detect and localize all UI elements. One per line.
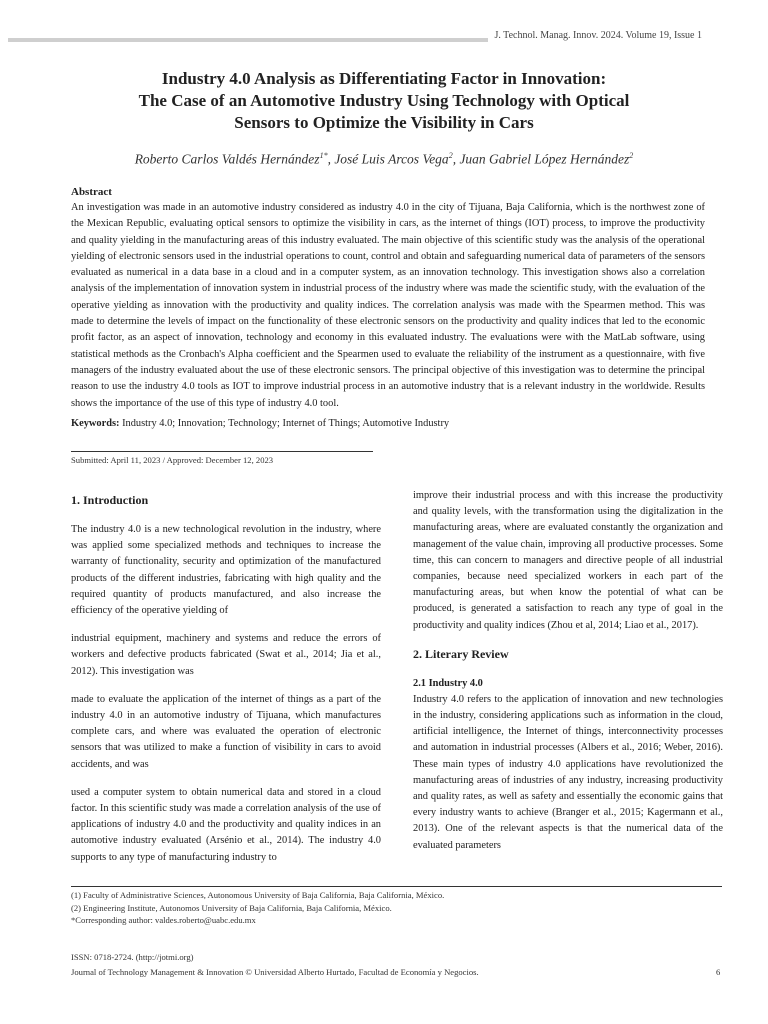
author-name: Roberto Carlos Valdés Hernández (134, 151, 320, 167)
footnotes (71, 889, 444, 927)
journal-reference: J. Technol. Manag. Innov. 2024. Volume 19, Issue 1 (494, 30, 702, 41)
body-paragraph: Industry 4.0 refers to the application of innovation and new technologies in the industry, considering applications such as information in the cloud, artificial intelligence, the Internet of things, interconnectivity processes and automation in industrial processes (Albers et al., 2016; Weber, 2016). These main types of industry 4.0 applications have revolutionized the manufacturing areas of industries of any industry, increasing productivity and quality rates, as well as safety and essentially the economic gains that every industry wants to achieve (Branger et al., 2015; Kagermann et al., 2013). One of the relevant aspects is that the numerical data of the evaluated parameters (413, 693, 723, 851)
paper-title (60, 68, 708, 134)
author-affiliation: 1* (319, 151, 328, 160)
author-affiliation: 2 (629, 151, 634, 160)
keywords (71, 418, 705, 429)
title-line: The Case of an Automotive Industry Using Technology with Optical (138, 91, 630, 110)
title-line: Industry 4.0 Analysis as Differentiating Factor in Innovation: (161, 69, 607, 88)
journal-copyright: Journal of Technology Management & Innovation © Universidad Alberto Hurtado, Facultad de Economía y Negocios. (71, 967, 479, 977)
author-affiliation: 2 (448, 151, 453, 160)
section-heading: 2. Literary Review (413, 646, 509, 661)
page-number: 6 (716, 967, 721, 977)
body-paragraph: made to evaluate the application of the internet of things as a part of the industry 4.0 in an automotive industry of Tijuana, which manufactures complete cars, and where was evaluated the operation of electronic sensors that was utilized to make a function of visibility in cars to avoid accidents, and was (71, 693, 381, 770)
footnote-divider (71, 886, 722, 887)
body-paragraph: The industry 4.0 is a new technological revolution in the industry, where was applied some specialized methods and techniques to increase the warranty of functionality, security and optimization of the manufactured products of the different industries, fabricating with high quality and the required quantity of products manufactured, and also increase the efficiency of the operative yielding of (71, 524, 381, 617)
footnote: *Corresponding author: valdes.roberto@uabc.edu.mx (71, 915, 256, 925)
left-column (71, 492, 381, 878)
author-separator: , (327, 151, 335, 167)
abstract-text: An investigation was made in an automotive industry considered as industry 4.0 in the city of Tijuana, Baja California, which is the northwest zone of the Mexican Republic, evaluating optical sensors to optimize the visibility in cars, as the internet of things (IOT) process, to improve the productivity and quality yielding in the manufacturing areas of this industry evaluated. The main objective of this scientific study was the analysis of the operational yielding of electronic sensors used in the industrial operations to count, control and obtain and safeguarding numerical data of parameters of the sensors evaluated as numerical in a data base in a cloud and in a computer system, as an innovation technology. This investigation shows also a correlation analysis of the implementation of innovation system in industrial process of the industry where was made the scientific study, with the evaluation of the operative yielding as innovation with the productivity and quality indices. The correlation analysis was made with the Spearmen method. This was made to determine the levels of impact on the functionality of these electronic sensors on the productivity and quality indices that led to the economic profit factor, as an aspect of innovation, technology and economy in this evaluated industry. The evaluations were with the MatLab software, using statistical methods as the Cronbach's Alpha coefficient and the Spearmen used to evaluate the reliability of the instrument as a questionnaire, with five managers of the industry evaluated about the use of these electronic sensors. The principal objective of this investigation was to determine the principal reason to use the industry 4.0 tools as IOT to improve industrial process in an automotive industry that is a relevant industry in the worldwide. Results shows the importance of the use of this type of industry 4.0 tool. (71, 202, 705, 409)
keywords-text: Industry 4.0; Innovation; Technology; Internet of Things; Automotive Industry (119, 418, 450, 429)
subsection-heading: 2.1 Industry 4.0 (413, 677, 483, 689)
abstract-heading: Abstract (71, 186, 112, 198)
section-heading: 1. Introduction (71, 493, 149, 507)
body-paragraph: improve their industrial process and with this increase the productivity and quality levels, with the transformation using the digitalization in the manufacturing areas, where are evaluated constantly the organization and management of the value chain, improving all productive processes. Some time, this can concern to managers and directive people of all industrial companies, because need specialized workers in each part of the manufacturing areas, but when know the potential of what can be produced, is generated a satisfaction to reach any type of goal in the productivity and quality indices (Zhou et al, 2014; Liao et al., 2017). (413, 490, 723, 631)
issn: ISSN: 0718-2724. (http://jotmi.org) (71, 952, 194, 962)
keywords-label: Keywords: (71, 418, 120, 429)
header-rule (8, 38, 488, 42)
author-name: Juan Gabriel López Hernández (459, 151, 630, 167)
author-name: José Luis Arcos Vega (334, 151, 449, 167)
divider (71, 451, 373, 452)
submission-dates: Submitted: April 11, 2023 / Approved: December 12, 2023 (71, 455, 274, 465)
right-column (413, 488, 723, 866)
body-paragraph: industrial equipment, machinery and systems and reduce the errors of workers and defective products fabricated (Swat et al., 2014; Jia et al., 2012). This investigation was (71, 633, 381, 677)
author-list (60, 151, 708, 168)
footnote: (1) Faculty of Administrative Sciences, Autonomous University of Baja California, Baja California, México. (71, 890, 445, 900)
title-line: Sensors to Optimize the Visibility in Cars (234, 113, 534, 132)
body-paragraph: used a computer system to obtain numerical data and stored in a cloud factor. In this scientific study was made a correlation analysis of the use of applications of industry 4.0 and the productivity and quality indices in an automotive industry evaluated (Arsénio et al., 2014). The industry 4.0 supports to any type of manufacturing industry to (71, 786, 381, 863)
footnote: (2) Engineering Institute, Autonomos University of Baja California, Baja California, México. (71, 902, 392, 913)
author-separator: , (452, 151, 460, 167)
